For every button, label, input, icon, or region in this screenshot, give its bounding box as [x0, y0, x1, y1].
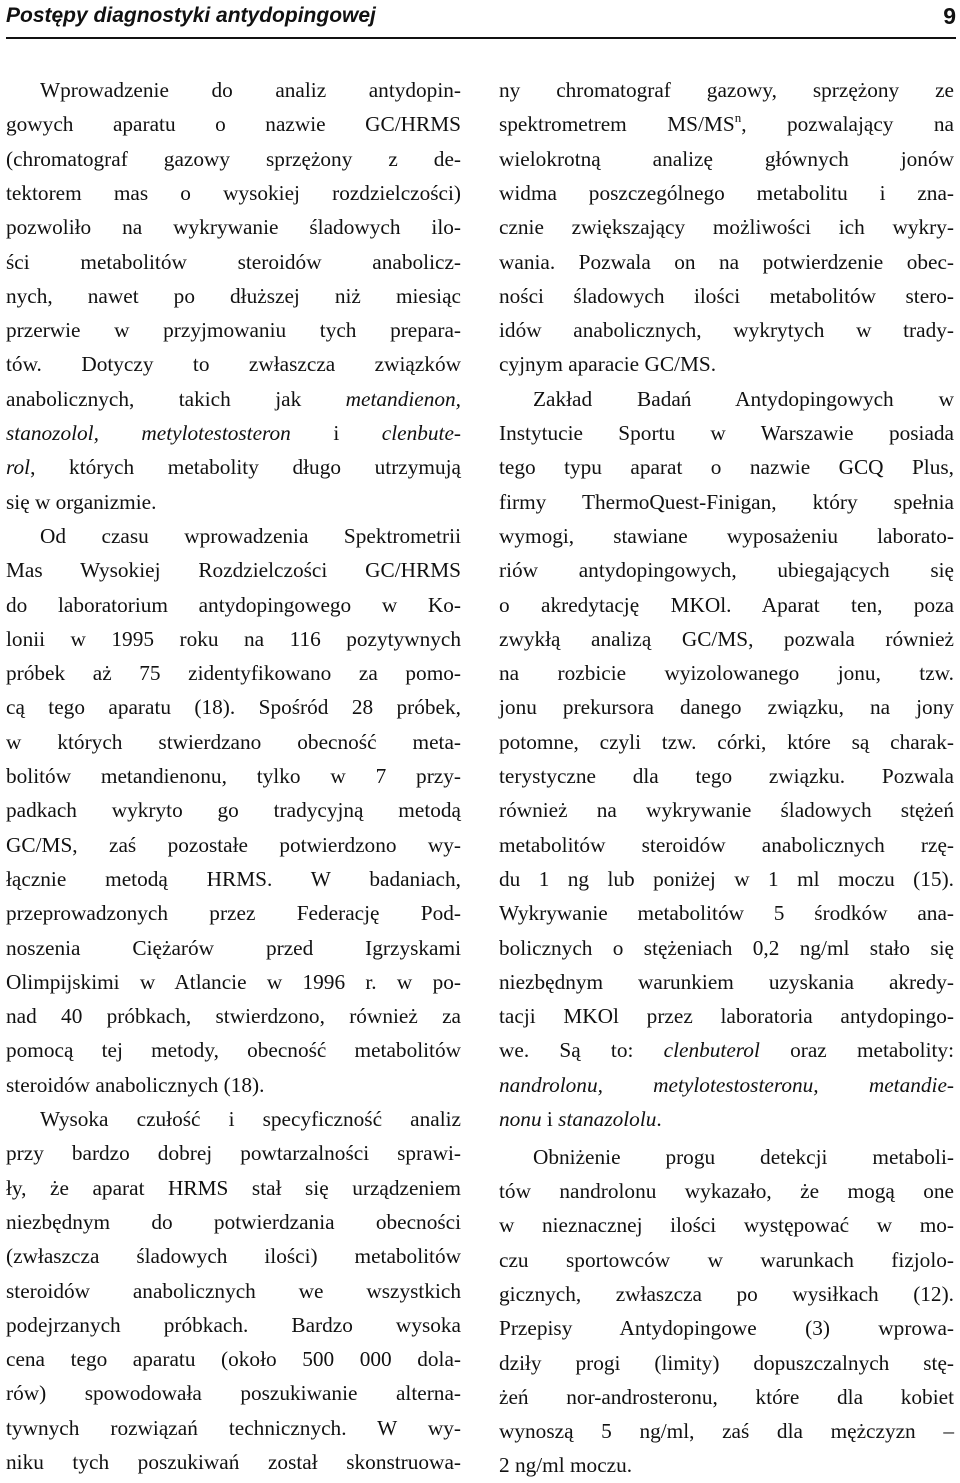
text-line — [499, 519, 954, 553]
running-header — [6, 0, 956, 40]
text-line — [40, 519, 461, 553]
text-line — [6, 416, 461, 450]
text-line — [6, 210, 461, 244]
italic-term: rol — [6, 455, 31, 480]
text-run: padkach wykryto go tradycyjną metodą — [6, 798, 461, 823]
text-run: steroidów anabolicznych we wszystkich — [6, 1278, 461, 1303]
text-run: ny chromatograf gazowy, sprzężony ze — [499, 78, 954, 102]
text-run: idów anabolicznych, wykrytych w trady- — [499, 318, 954, 343]
text-line — [6, 931, 461, 965]
text-run: i — [541, 1107, 559, 1131]
text-run: przeprowadzonych przez Federację Pod- — [6, 901, 461, 926]
text-run: bolitów metandienonu, tylko w 7 przy- — [6, 764, 461, 788]
italic-term: metandienon, — [345, 386, 461, 411]
italic-term: clenbuterol — [663, 1038, 760, 1063]
text-line — [6, 347, 461, 381]
text-line — [6, 759, 461, 793]
text-run: tów nandrolonu wykazało, że mogą one — [499, 1179, 954, 1204]
text-run: zwykłą analizą GC/MS, pozwala również — [499, 626, 954, 651]
text-line — [499, 485, 954, 519]
text-run: (chromatograf gazowy sprzężony z de- — [6, 146, 461, 171]
text-run: cą tego aparatu (18). Spośród 28 próbek, — [6, 695, 461, 720]
header-rule — [6, 37, 956, 39]
text-run: steroidów anabolicznych (18). — [6, 1072, 265, 1097]
text-line — [499, 931, 954, 965]
text-run: oraz metabolity: — [759, 1038, 954, 1063]
text-line — [499, 1414, 954, 1448]
text-run: Olimpijskimi w Atlancie w 1996 r. w po- — [6, 969, 461, 994]
text-line — [499, 622, 954, 656]
text-line — [499, 1102, 954, 1136]
text-run: pomocą tej metody, obecność metabolitów — [6, 1038, 461, 1063]
text-run: Mas Wysokiej Rozdzielczości GC/HRMS — [6, 558, 461, 583]
text-run: tego typu aparat o nazwie GCQ Plus, — [499, 455, 954, 480]
text-run: tacji MKOl przez laboratoria antydopingo- — [499, 1004, 954, 1029]
text-line — [499, 965, 954, 999]
text-line — [6, 1411, 461, 1445]
text-line — [499, 896, 954, 930]
text-line — [499, 1208, 954, 1242]
text-line — [6, 1033, 461, 1067]
text-line — [499, 588, 954, 622]
text-run: na rozbicie wyizolowanego jonu, tzw. — [499, 661, 954, 686]
text-run: tów. Dotyczy to zwłaszcza związków — [6, 352, 461, 377]
text-run: Przepisy Antydopingowe (3) wprowa- — [499, 1316, 954, 1341]
text-run: Obniżenie progu detekcji metaboli- — [533, 1144, 954, 1169]
italic-term: nandrolonu, metylotestosteronu, metandie- — [499, 1072, 954, 1097]
text-line — [499, 690, 954, 724]
text-run: , których metabolity długo utrzymują — [30, 455, 461, 480]
text-line — [6, 107, 461, 141]
text-line — [499, 142, 954, 176]
text-line — [6, 725, 461, 759]
text-line — [499, 450, 954, 484]
text-line — [40, 73, 461, 107]
text-run: wynoszą 5 ng/ml, zaś dla mężczyzn – — [499, 1419, 954, 1444]
text-line — [499, 999, 954, 1033]
text-run: anabolicznych, takich jak — [6, 386, 346, 411]
text-run: ści metabolitów steroidów anabolicz- — [6, 249, 461, 274]
text-line — [499, 759, 954, 793]
text-run: nych, nawet po dłuższej niż miesiąc — [6, 283, 461, 308]
text-run: Wykrywanie metabolitów 5 środków ana- — [499, 901, 954, 926]
italic-term: clenbute- — [381, 421, 461, 445]
text-run: wymogi, stawiane wyposażeniu laborato- — [499, 523, 954, 548]
text-line — [499, 1068, 954, 1102]
text-line — [6, 313, 461, 347]
text-run: GC/MS, zaś pozostałe potwierdzono wy- — [6, 832, 461, 857]
text-line — [6, 1342, 461, 1376]
text-line — [6, 622, 461, 656]
text-line — [6, 999, 461, 1033]
text-line — [6, 553, 461, 587]
text-run: gicznych, zwłaszcza po wysiłkach (12). — [499, 1281, 954, 1306]
text-run: potomne, czyli tzw. córki, które są charak- — [499, 729, 954, 754]
text-line — [499, 793, 954, 827]
text-line — [6, 1274, 461, 1308]
text-run: riów antydopingowych, ubiegających się — [499, 558, 954, 583]
text-line — [499, 828, 954, 862]
text-line — [499, 1380, 954, 1414]
text-line — [6, 1136, 461, 1170]
text-line — [6, 245, 461, 279]
text-line — [499, 245, 954, 279]
superscript: n — [734, 110, 742, 126]
text-line — [6, 1308, 461, 1342]
italic-term: nonu — [499, 1107, 542, 1131]
text-run: niezbędnym warunkiem uzyskania akredy- — [499, 969, 954, 994]
text-run: o akredytację MKOl. Aparat ten, poza — [499, 592, 954, 617]
text-run: wania. Pozwala on na potwierdzenie obec- — [499, 249, 954, 274]
text-line — [499, 862, 954, 896]
text-line — [499, 279, 954, 313]
text-line — [499, 73, 954, 107]
text-line — [533, 382, 954, 416]
text-run: cznie zwiększający możliwości ich wykry- — [499, 215, 954, 240]
text-run: dziły progi (limity) dopuszczalnych stę- — [499, 1350, 954, 1375]
text-run: niezbędnym do potwierdzania obecności — [6, 1209, 461, 1234]
text-run: Zakład Badań Antydopingowych w — [533, 386, 954, 411]
text-run: podejrzanych próbkach. Bardzo wysoka — [6, 1312, 461, 1337]
text-line — [499, 1277, 954, 1311]
text-run: Wprowadzenie do analiz antydopin- — [40, 78, 461, 102]
text-line — [499, 1174, 954, 1208]
text-run: wielokrotną analizę głównych jonów — [499, 146, 954, 171]
text-line — [6, 176, 461, 210]
text-run: gowych aparatu o nazwie GC/HRMS — [6, 112, 461, 137]
text-line — [499, 107, 954, 141]
text-run: metabolitów steroidów anabolicznych rzę- — [499, 832, 954, 857]
text-run: się w organizmie. — [6, 489, 157, 514]
text-run: przy bardzo dobrej powtarzalności sprawi- — [6, 1141, 461, 1166]
text-run: w nieznacznej ilości występować w mo- — [499, 1213, 954, 1238]
text-line — [499, 1311, 954, 1345]
text-line — [533, 1140, 954, 1174]
text-run: tektorem mas o wysokiej rozdzielczości) — [6, 180, 461, 205]
text-line — [499, 553, 954, 587]
text-run: (zwłaszcza śladowych ilości) metabolitów — [6, 1244, 461, 1269]
text-line — [6, 793, 461, 827]
text-line — [6, 1205, 461, 1239]
text-run: niku tych poszukiwań został skonstruowa- — [6, 1450, 461, 1474]
text-line — [499, 210, 954, 244]
text-line — [499, 313, 954, 347]
text-run: widma poszczególnego metabolitu i zna- — [499, 180, 954, 205]
text-line — [6, 485, 461, 519]
text-run: , pozwalający na — [741, 112, 955, 137]
text-run: spektrometrem MS/MS — [499, 112, 735, 137]
text-line — [6, 896, 461, 930]
text-line — [6, 965, 461, 999]
text-run: żeń nor-androsteronu, które dla kobiet — [499, 1384, 954, 1409]
text-run: czu sportowców w warunkach fizjolo- — [499, 1247, 954, 1272]
text-run: cyjnym aparacie GC/MS. — [499, 352, 717, 377]
text-line — [6, 1171, 461, 1205]
text-line — [6, 382, 461, 416]
text-run: również na wykrywanie śladowych stężeń — [499, 798, 954, 823]
text-run: Od czasu wprowadzenia Spektrometrii — [40, 523, 461, 548]
text-line — [6, 1239, 461, 1273]
text-run: du 1 ng lub poniżej w 1 ml moczu (15). — [499, 866, 954, 891]
text-line — [499, 725, 954, 759]
text-run: lonii w 1995 roku na 116 pozytywnych — [6, 626, 461, 651]
text-line — [499, 656, 954, 690]
text-run: ły, że aparat HRMS stał się urządzeniem — [6, 1175, 461, 1200]
text-run: . — [656, 1107, 662, 1131]
text-line — [499, 1033, 954, 1067]
text-line — [6, 450, 461, 484]
text-line — [499, 347, 954, 381]
text-line — [6, 1068, 461, 1102]
text-run: tywnych rozwiązań technicznych. W wy- — [6, 1415, 461, 1440]
text-run: firmy ThermoQuest-Finigan, który spełnia — [499, 489, 954, 514]
text-run: i — [290, 421, 382, 445]
italic-term: stanazololu — [558, 1107, 657, 1131]
text-line — [499, 176, 954, 210]
text-run: do laboratorium antydopingowego w Ko- — [6, 592, 461, 617]
text-run: Wysoka czułość i specyficzność analiz — [40, 1107, 461, 1131]
text-run: cena tego aparatu (około 500 000 dola- — [6, 1347, 461, 1372]
text-line — [6, 142, 461, 176]
text-run: terystyczne dla tego związku. Pozwala — [499, 764, 954, 788]
text-run: bolicznych o stężeniach 0,2 ng/ml stało się — [499, 935, 954, 960]
text-line — [6, 656, 461, 690]
text-run: noszenia Ciężarów przed Igrzyskami — [6, 935, 461, 960]
page-number: 9 — [943, 3, 956, 29]
running-title: Postępy diagnostyki antydopingowej — [6, 4, 376, 27]
text-line — [6, 1445, 461, 1479]
text-run: łącznie metodą HRMS. W badaniach, — [6, 866, 461, 891]
text-line — [499, 1346, 954, 1380]
text-run: w których stwierdzano obecność meta- — [6, 729, 461, 754]
text-run: Instytucie Sportu w Warszawie posiada — [499, 421, 954, 445]
text-line — [6, 862, 461, 896]
text-line — [499, 1448, 954, 1482]
text-line — [6, 279, 461, 313]
text-run: we. Są to: — [499, 1038, 664, 1063]
text-run: próbek aż 75 zidentyfikowano za pomo- — [6, 661, 461, 686]
text-run: przerwie w przyjmowaniu tych prepara- — [6, 318, 461, 343]
text-run: nad 40 próbkach, stwierdzono, również za — [6, 1004, 461, 1029]
text-line — [6, 1376, 461, 1410]
text-run: pozwoliło na wykrywanie śladowych ilo- — [6, 215, 461, 240]
text-line — [499, 1243, 954, 1277]
text-line — [6, 588, 461, 622]
text-run: rów) spowodowała poszukiwanie alterna- — [6, 1381, 461, 1406]
text-line — [499, 416, 954, 450]
text-line — [6, 690, 461, 724]
text-run: jonu prekursora danego związku, na jony — [499, 695, 954, 720]
text-line — [40, 1102, 461, 1136]
text-run: 2 ng/ml moczu. — [499, 1453, 633, 1478]
text-line — [6, 828, 461, 862]
italic-term: stanozolol, metylotestosteron — [6, 421, 291, 445]
text-run: ności śladowych ilości metabolitów stero- — [499, 283, 954, 308]
